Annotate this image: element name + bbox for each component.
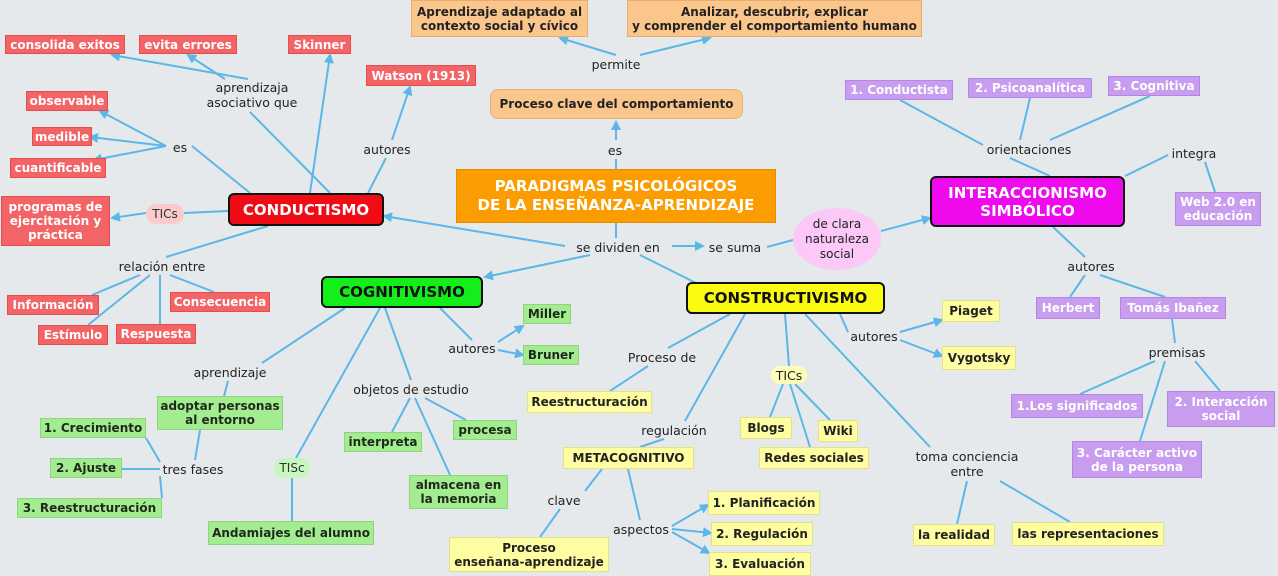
label-relacion-entre: relación entre [118,258,206,274]
label-objetos-de-estudio: objetos de estudio [353,381,469,397]
node-caracter-activo[interactable]: 3. Carácter activo de la persona [1072,441,1202,478]
node-andamiajes[interactable]: Andamiajes del alumno [208,521,374,545]
connector-line [767,240,793,247]
label-autores-conductismo: autores [363,141,411,157]
connector-line [160,476,162,498]
node-consolida-exitos[interactable]: consolida exitos [5,35,125,54]
node-conductista[interactable]: 1. Conductista [845,80,953,100]
node-watson[interactable]: Watson (1913) [366,65,476,86]
connector-line [610,366,648,391]
topic-constructivismo[interactable]: CONSTRUCTIVISMO [686,282,885,314]
topic-cognitivismo[interactable]: COGNITIVISMO [321,276,483,308]
connector-line [640,255,696,283]
node-skinner[interactable]: Skinner [288,35,351,54]
connector-line [385,308,411,380]
label-toma-conciencia: toma conciencia entre [915,449,1019,479]
connector-line [100,111,166,146]
connector-line [166,226,268,257]
node-de-clara-naturaleza-social[interactable]: de clara naturaleza social [793,208,881,270]
connector-line [785,314,789,366]
connector-line [392,398,410,432]
connector-line [224,381,228,396]
node-reestructuracion[interactable]: Reestructuración [527,391,652,413]
node-cuantificable[interactable]: cuantificable [10,158,106,178]
connector-line [146,438,160,462]
connector-line [790,384,810,447]
node-crecimiento[interactable]: 1. Crecimiento [40,418,146,438]
node-informacion[interactable]: Información [7,295,99,315]
connector-line [628,469,640,520]
label-autores-interaccionismo: autores [1067,258,1115,274]
connector-line [1195,361,1220,391]
connector-line [957,481,967,524]
label-aspectos: aspectos [613,521,669,537]
node-interpreta[interactable]: interpreta [344,432,422,452]
connector-line [540,509,560,537]
node-respuesta[interactable]: Respuesta [116,324,196,344]
node-herbert[interactable]: Herbert [1036,297,1100,319]
connector-line [900,340,942,356]
node-estimulo[interactable]: Estímulo [38,325,108,345]
connector-line [392,87,410,140]
connector-line [640,38,710,55]
label-se-suma: se suma [708,239,762,255]
node-procesa[interactable]: procesa [453,420,517,440]
connector-line [184,211,228,213]
node-evita-errores[interactable]: evita errores [139,35,237,54]
node-cognitiva[interactable]: 3. Cognitiva [1108,76,1200,96]
node-las-representaciones[interactable]: las representaciones [1012,522,1164,546]
label-clave: clave [547,492,581,508]
connector-line [170,275,214,292]
label-tisc: TISc [274,458,310,478]
connector-line [685,314,745,421]
connector-line [1125,155,1168,176]
node-la-realidad[interactable]: la realidad [913,524,995,546]
connector-line [1205,162,1215,192]
node-blogs[interactable]: Blogs [740,417,792,439]
node-los-significados[interactable]: 1.Los significados [1011,394,1143,418]
label-aprendizaje-cognitivismo: aprendizaje [193,364,267,380]
node-wiki[interactable]: Wiki [818,420,858,442]
connector-line [1050,96,1150,140]
connector-line [1070,275,1085,297]
connector-line [1053,227,1085,257]
label-integra: integra [1171,145,1217,161]
node-vygotsky[interactable]: Vygotsky [942,346,1016,370]
connector-line [1000,481,1070,522]
connector-line [195,430,200,460]
node-ajuste[interactable]: 2. Ajuste [50,458,122,478]
connector-line [250,112,330,193]
node-bruner[interactable]: Bruner [523,345,579,365]
central-topic[interactable]: PARADIGMAS PSICOLÓGICOS DE LA ENSEÑANZA-APRENDIZAJE [456,169,776,223]
node-regulacion-aspecto[interactable]: 2. Regulación [711,522,813,546]
connector-line [1010,158,1050,176]
connector-line [1140,361,1165,441]
node-miller[interactable]: Miller [523,304,571,324]
label-permite: permite [591,56,641,72]
connector-line [1020,98,1030,140]
label-se-dividen-en: se dividen en [576,239,660,255]
node-adoptar-personas[interactable]: adoptar personas al entorno [157,396,283,430]
connector-line [668,314,730,348]
connector-line [1080,361,1155,394]
connector-line [672,529,711,533]
node-observable[interactable]: observable [26,91,108,111]
connector-line [440,308,472,340]
node-planificacion[interactable]: 1. Planificación [708,491,820,515]
label-es-conductismo: es [172,139,188,155]
connector-line [112,55,248,79]
connector-line [425,398,466,420]
label-regulacion: regulación [641,422,707,438]
connector-line [188,55,225,79]
connector-line [900,320,942,332]
connector-line [310,55,330,193]
connector-line [585,469,602,491]
node-medible[interactable]: medible [32,127,92,146]
connector-line [1172,319,1175,343]
connector-line [672,532,709,553]
connector-line [640,439,664,447]
connector-line [498,350,523,355]
node-almacena-memoria[interactable]: almacena en la memoria [409,475,508,509]
connector-line [90,137,166,146]
label-tics-constructivismo: TICs [771,366,807,384]
connector-line [840,314,848,332]
connector-line [368,158,386,193]
connector-line [192,146,250,193]
connector-line [770,384,783,417]
topic-conductismo[interactable]: CONDUCTISMO [228,193,384,226]
node-metacognitivo[interactable]: METACOGNITIVO [563,447,694,469]
connector-line [262,308,345,363]
topic-interaccionismo-simbolico[interactable]: INTERACCIONISMO SIMBÓLICO [930,176,1125,227]
connector-line [900,100,983,145]
node-redes-sociales[interactable]: Redes sociales [759,447,869,469]
connector-line [560,38,616,55]
node-psicoanalitica[interactable]: 2. Psicoanalítica [968,78,1092,98]
connector-line [881,218,930,231]
label-proceso-de: Proceso de [627,349,697,365]
node-piaget[interactable]: Piaget [942,300,1000,322]
connector-line [112,213,146,218]
node-analizar[interactable]: Analizar, descubrir, explicar y comprender el comportamiento humano [627,0,922,37]
label-es-center: es [607,142,623,158]
node-evaluacion[interactable]: 3. Evaluación [709,552,811,576]
connector-line [672,505,708,526]
label-tics-conductismo: TICs [146,204,184,224]
label-orientaciones: orientaciones [986,141,1072,157]
connector-line [1100,275,1165,297]
node-interaccion-social[interactable]: 2. Interacción social [1167,391,1275,427]
node-web20[interactable]: Web 2.0 en educación [1175,192,1261,226]
node-reestructuracion-fase[interactable]: 3. Reestructuración [17,498,162,518]
connector-line [92,275,140,295]
connector-line [485,255,590,277]
node-proceso-clave[interactable]: Proceso clave del comportamiento [490,89,743,119]
node-programas[interactable]: programas de ejercitación y práctica [1,196,110,246]
node-consecuencia[interactable]: Consecuencia [170,292,270,312]
node-aprendizaje-adaptado[interactable]: Aprendizaje adaptado al contexto social y cívico [411,0,588,37]
connector-line [498,326,523,342]
label-tres-fases: tres fases [162,461,224,477]
node-tomas-ibanez[interactable]: Tomás Ibañez [1120,297,1226,319]
label-autores-constructivismo: autores [850,328,898,344]
label-autores-cognitivismo: autores [448,340,496,356]
node-proceso-ensenanza-aprendizaje[interactable]: Proceso enseñana-aprendizaje [449,537,609,572]
label-aprendizaje-asociativo: aprendizaja asociativo que [206,80,298,110]
label-premisas: premisas [1148,344,1206,360]
